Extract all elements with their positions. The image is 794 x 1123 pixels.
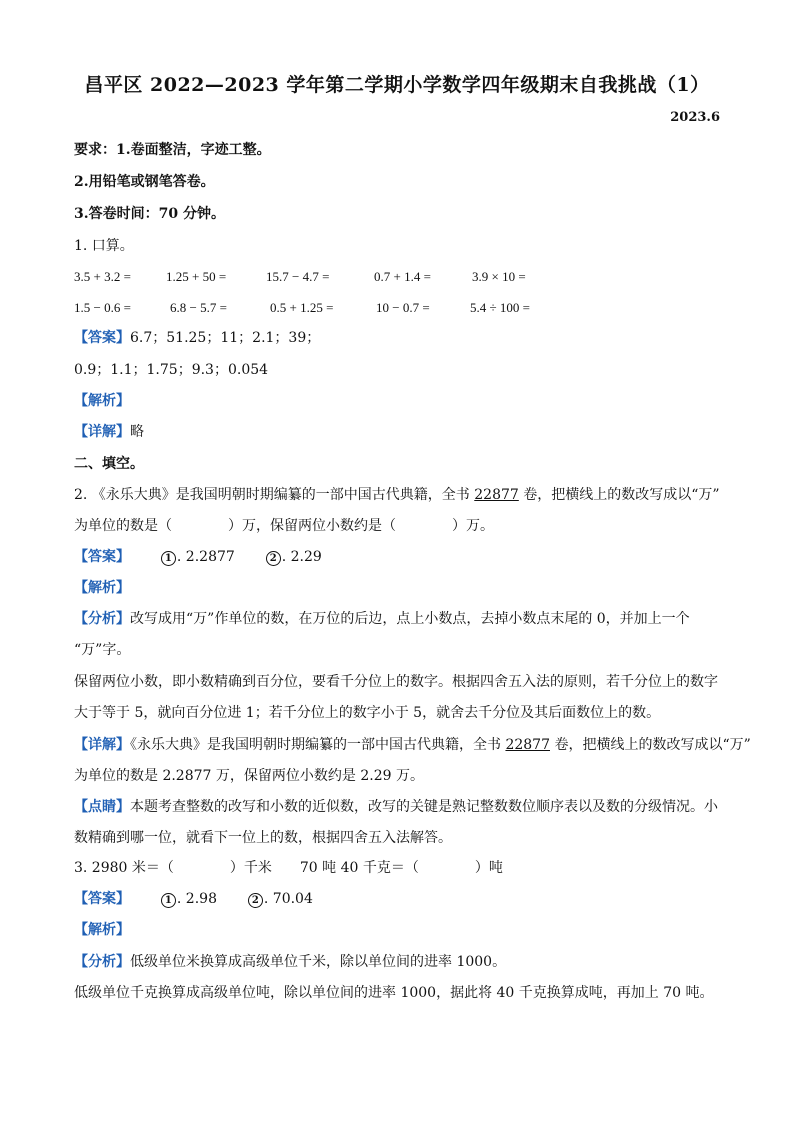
calc-item: 1.5 − 0.6 = xyxy=(74,300,131,315)
answer-text: . 2.2877 xyxy=(176,549,235,565)
q2-detail-1 xyxy=(74,735,751,755)
q2-fenxi-1 xyxy=(74,609,690,629)
q2-point-2: 数精确到哪一位，就看下一位上的数，根据四舍五入法解答。 xyxy=(74,830,452,846)
q1-detail xyxy=(74,422,144,442)
answer-text: . 2.29 xyxy=(281,549,322,565)
fenxi-text: 改写成用“万”作单位的数，在万位的后边，点上小数点，去掉小数点末尾的 0，并加上一个 xyxy=(130,611,690,627)
exam-date: 2023.6 xyxy=(670,110,720,125)
q2-point-1 xyxy=(74,797,718,817)
point-label: 【点睛】 xyxy=(74,799,130,815)
q2-fenxi-3: 保留两位小数，即小数精确到百分位，要看千分位上的数字。根据四舍五入法的原则，若千分位上的数字 xyxy=(74,674,718,690)
q3-line-1: 3. 2980 米＝（ ）千米 70 吨 40 千克＝（ ）吨 xyxy=(74,860,503,876)
q1-answer xyxy=(74,328,320,348)
calc-item: 15.7 − 4.7 = xyxy=(266,269,330,284)
q2-fenxi-4: 大于等于 5，就向百分位进 1；若千分位上的数字小于 5，就舍去千分位及其后面数位上的数。 xyxy=(74,705,661,721)
calc-item: 3.5 + 3.2 = xyxy=(74,269,131,284)
requirement-1: 要求：1.卷面整洁，字迹工整。 xyxy=(74,142,271,158)
answer-label: 【答案】 xyxy=(74,891,130,907)
q2-line-1 xyxy=(74,485,720,505)
q2-underlined-number: 22877 xyxy=(474,487,519,503)
q1-analysis-label: 【解析】 xyxy=(74,393,130,409)
requirement-3: 3.答卷时间：70 分钟。 xyxy=(74,206,225,222)
q2-fenxi-2: “万”字。 xyxy=(74,642,131,658)
detail-label: 【详解】 xyxy=(74,737,130,753)
detail-text: 略 xyxy=(130,424,144,440)
calc-item: 3.9 × 10 = xyxy=(472,269,526,284)
detail-text: 卷，把横线上的数改写成以“万” xyxy=(550,737,751,753)
page-title: 昌平区 2022—2023 学年第二学期小学数学四年级期末自我挑战（1） xyxy=(84,74,710,96)
q2-answer xyxy=(74,547,322,567)
q3-analysis-label: 【解析】 xyxy=(74,922,130,938)
q2-line-2: 为单位的数是（ ）万，保留两位小数约是（ ）万。 xyxy=(74,518,494,534)
q2-analysis-label: 【解析】 xyxy=(74,580,130,596)
circled-number: 2 xyxy=(248,893,263,908)
q1-heading: 1. 口算。 xyxy=(74,238,134,254)
circled-number: 1 xyxy=(161,893,176,908)
detail-underlined-number: 22877 xyxy=(505,737,550,753)
q1-answer-cont: 0.9；1.1；1.75；9.3；0.054 xyxy=(74,362,269,378)
detail-text: 《永乐大典》是我国明朝时期编纂的一部中国古代典籍，全书 xyxy=(130,737,506,753)
calc-item: 0.5 + 1.25 = xyxy=(270,300,334,315)
q3-answer xyxy=(74,889,313,909)
answer-label: 【答案】 xyxy=(74,330,130,346)
q3-fenxi-1 xyxy=(74,952,506,972)
requirement-2: 2.用铅笔或钢笔答卷。 xyxy=(74,174,215,190)
q2-text: 卷，把横线上的数改写成以“万” xyxy=(518,487,720,503)
answer-text: 6.7；51.25；11；2.1；39； xyxy=(130,330,321,346)
answer-label: 【答案】 xyxy=(74,549,130,565)
calc-item: 6.8 − 5.7 = xyxy=(170,300,227,315)
calc-item: 10 − 0.7 = xyxy=(376,300,430,315)
answer-text: . 70.04 xyxy=(263,891,313,907)
fenxi-label: 【分析】 xyxy=(74,611,130,627)
circled-number: 2 xyxy=(266,551,281,566)
fenxi-text: 低级单位米换算成高级单位千米，除以单位间的进率 1000。 xyxy=(130,954,507,970)
calc-item: 0.7 + 1.4 = xyxy=(374,269,431,284)
q2-text: 2. 《永乐大典》是我国明朝时期编纂的一部中国古代典籍，全书 xyxy=(74,487,475,503)
calc-item: 1.25 + 50 = xyxy=(166,269,227,284)
detail-label: 【详解】 xyxy=(74,424,130,440)
answer-text: . 2.98 xyxy=(176,891,217,907)
fenxi-label: 【分析】 xyxy=(74,954,130,970)
calc-item: 5.4 ÷ 100 = xyxy=(470,300,530,315)
circled-number: 1 xyxy=(161,551,176,566)
q2-detail-2: 为单位的数是 2.2877 万，保留两位小数约是 2.29 万。 xyxy=(74,768,424,784)
point-text: 本题考查整数的改写和小数的近似数，改写的关键是熟记整数数位顺序表以及数的分级情况。小 xyxy=(130,799,718,815)
section-2-heading: 二、填空。 xyxy=(74,456,144,472)
q3-fenxi-2: 低级单位千克换算成高级单位吨，除以单位间的进率 1000，据此将 40 千克换算成吨，再加上 70 吨。 xyxy=(74,985,714,1001)
